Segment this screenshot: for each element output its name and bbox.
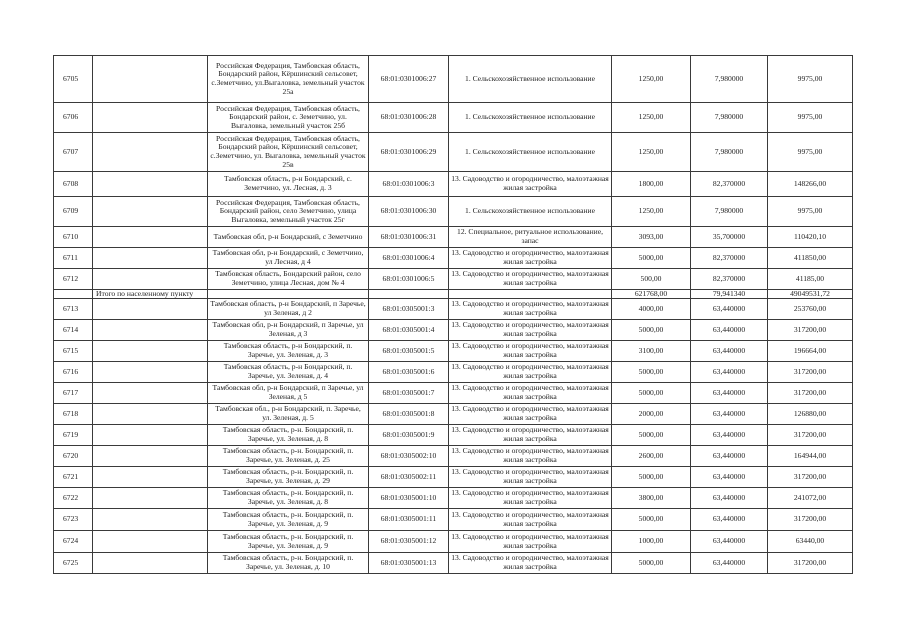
area-cell: 5000,00 [612,362,691,383]
address-cell: Тамбовская область, р-н Бондарский, п. Заречье, ул. Зеленая, д. 3 [208,341,369,362]
address-cell: Тамбовская область, р-н. Бондарский, п. Заречье, ул. Зеленая, д. 8 [208,425,369,446]
row-number: 6724 [54,531,93,553]
land-usage-cell: 13. Садоводство и огородничество, малоэтажная жилая застройка [449,269,612,290]
land-usage-cell: 13. Садоводство и огородничество, малоэтажная жилая застройка [449,172,612,197]
cadastral-number-cell: 68:01:0301006:29 [369,133,449,172]
empty-cell [93,103,208,133]
cadastral-number-cell: 68:01:0301006:30 [369,197,449,227]
total-coefficient-cell: 79,941340 [691,290,768,299]
table-row [54,172,853,197]
address-cell: Тамбовская область, р-н. Бондарский, п. Заречье, ул. Зеленая, д. 9 [208,531,369,553]
address-cell: Тамбовская область, р-н Бондарский, п. Заречье, ул. Зеленая, д. 4 [208,362,369,383]
land-usage-cell: 13. Садоводство и огородничество, малоэтажная жилая застройка [449,488,612,509]
area-cell: 1250,00 [612,56,691,103]
cadastral-number-cell: 68:01:0301006:31 [369,227,449,248]
row-number: 6711 [54,248,93,269]
empty-cell [93,509,208,531]
empty-cell [93,341,208,362]
land-usage-cell: 13. Садоводство и огородничество, малоэтажная жилая застройка [449,362,612,383]
value-cell: 317200,00 [768,320,853,341]
cadastral-number-cell: 68:01:0305001:7 [369,383,449,404]
empty-cell [93,383,208,404]
coefficient-cell: 63,440000 [691,320,768,341]
coefficient-cell: 7,980000 [691,56,768,103]
empty-cell [93,553,208,574]
address-cell: Тамбовская обл., р-н Бондарский, п. Заречье, ул. Зеленая, д. 5 [208,404,369,425]
cadastral-number-cell: 68:01:0301006:3 [369,172,449,197]
coefficient-cell: 63,440000 [691,553,768,574]
value-cell: 317200,00 [768,425,853,446]
row-number: 6722 [54,488,93,509]
empty-cell [93,320,208,341]
total-value-cell: 49049531,72 [768,290,853,299]
area-cell: 3093,00 [612,227,691,248]
coefficient-cell: 63,440000 [691,488,768,509]
row-number: 6705 [54,56,93,103]
table-row [54,341,853,362]
cadastral-number-cell: 68:01:0305001:11 [369,509,449,531]
row-number: 6712 [54,269,93,290]
land-usage-cell: 13. Садоводство и огородничество, малоэтажная жилая застройка [449,467,612,488]
land-usage-cell: 13. Садоводство и огородничество, малоэтажная жилая застройка [449,383,612,404]
row-number: 6725 [54,553,93,574]
address-cell: Тамбовская область, р-н. Бондарский, п. Заречье, ул. Зеленая, д. 29 [208,467,369,488]
coefficient-cell: 35,700000 [691,227,768,248]
row-number: 6710 [54,227,93,248]
cadastral-number-cell: 68:01:0305001:5 [369,341,449,362]
row-number: 6718 [54,404,93,425]
address-cell: Тамбовская область, Бондарский район, село Земетчино, улица Лесная, дом № 4 [208,269,369,290]
area-cell: 5000,00 [612,320,691,341]
table-row [54,197,853,227]
land-usage-cell: 13. Садоводство и огородничество, малоэтажная жилая застройка [449,509,612,531]
empty-cell [93,227,208,248]
value-cell: 110420,10 [768,227,853,248]
value-cell: 63440,00 [768,531,853,553]
cadastral-number-cell: 68:01:0305001:8 [369,404,449,425]
total-label: Итого по населенному пункту [93,290,208,299]
address-cell: Российская Федерация, Тамбовская область, Бондарский район, Кёршинский сельсовет, с.Земетчино, ул. Выгаловка, земельный участок 25в [208,133,369,172]
cadastral-number-cell: 68:01:0305001:4 [369,320,449,341]
empty-cell [93,248,208,269]
cadastral-number-cell: 68:01:0305001:3 [369,299,449,320]
row-number: 6707 [54,133,93,172]
coefficient-cell: 82,370000 [691,269,768,290]
empty-cell [93,467,208,488]
cadastral-number-cell: 68:01:0305001:12 [369,531,449,553]
address-cell: Тамбовская область, р-н. Бондарский, п. Заречье, ул. Зеленая, д. 9 [208,509,369,531]
table-row [54,446,853,467]
cadastral-number-cell: 68:01:0305002:11 [369,467,449,488]
land-usage-cell: 13. Садоводство и огородничество, малоэтажная жилая застройка [449,341,612,362]
area-cell: 5000,00 [612,383,691,404]
cadastral-number-cell: 68:01:0301006:27 [369,56,449,103]
row-number: 6709 [54,197,93,227]
cadastral-number-cell: 68:01:0305001:9 [369,425,449,446]
table-row [54,320,853,341]
coefficient-cell: 7,980000 [691,197,768,227]
address-cell: Тамбовская область, р-н. Бондарский, п. Заречье, ул. Зеленая, д. 8 [208,488,369,509]
cadastral-number-cell: 68:01:0301006:4 [369,248,449,269]
land-register-table [53,55,853,574]
coefficient-cell: 63,440000 [691,425,768,446]
coefficient-cell: 63,440000 [691,362,768,383]
empty-cell [208,290,369,299]
empty-cell [93,362,208,383]
value-cell: 317200,00 [768,467,853,488]
value-cell: 317200,00 [768,362,853,383]
cadastral-number-cell: 68:01:0301006:28 [369,103,449,133]
land-usage-cell: 13. Садоводство и огородничество, малоэтажная жилая застройка [449,320,612,341]
total-row [54,290,853,299]
address-cell: Тамбовская обл, р-н Бондарский, п Заречье, ул Зеленая, д 3 [208,320,369,341]
cadastral-number-cell: 68:01:0305002:10 [369,446,449,467]
empty-cell [93,133,208,172]
value-cell: 411850,00 [768,248,853,269]
table-row [54,362,853,383]
coefficient-cell: 63,440000 [691,383,768,404]
table-row [54,383,853,404]
row-number: 6717 [54,383,93,404]
empty-cell [93,488,208,509]
table-row [54,488,853,509]
row-number: 6708 [54,172,93,197]
land-usage-cell: 13. Садоводство и огородничество, малоэтажная жилая застройка [449,248,612,269]
address-cell: Тамбовская область, р-н Бондарский, п Заречье, ул Зеленая, д 2 [208,299,369,320]
address-cell: Тамбовская обл, р-н Бондарский, с Земетчино [208,227,369,248]
cadastral-number-cell: 68:01:0305001:13 [369,553,449,574]
area-cell: 5000,00 [612,248,691,269]
table-row [54,404,853,425]
area-cell: 2600,00 [612,446,691,467]
empty-cell [93,172,208,197]
value-cell: 253760,00 [768,299,853,320]
area-cell: 1250,00 [612,197,691,227]
empty-cell [93,425,208,446]
coefficient-cell: 63,440000 [691,446,768,467]
address-cell: Российская Федерация, Тамбовская область, Бондарский район, село Земетчино, улица Выгаловка, земельный участок 25г [208,197,369,227]
land-usage-cell: 1. Сельскохозяйственное использование [449,133,612,172]
table-row [54,269,853,290]
coefficient-cell: 63,440000 [691,467,768,488]
value-cell: 241072,00 [768,488,853,509]
row-number: 6713 [54,299,93,320]
row-number: 6714 [54,320,93,341]
land-usage-cell: 1. Сельскохозяйственное использование [449,56,612,103]
value-cell: 126880,00 [768,404,853,425]
land-usage-cell: 12. Специальное, ритуальное использование, запас [449,227,612,248]
row-number: 6721 [54,467,93,488]
land-usage-cell: 1. Сельскохозяйственное использование [449,103,612,133]
cadastral-number-cell: 68:01:0305001:6 [369,362,449,383]
row-number: 6723 [54,509,93,531]
coefficient-cell: 63,440000 [691,299,768,320]
empty-cell [93,269,208,290]
row-number: 6719 [54,425,93,446]
address-cell: Тамбовская область, р-н. Бондарский, п. Заречье, ул. Зеленая, д. 25 [208,446,369,467]
area-cell: 5000,00 [612,425,691,446]
area-cell: 1000,00 [612,531,691,553]
table-row [54,531,853,553]
table-row [54,509,853,531]
empty-cell [54,290,93,299]
coefficient-cell: 7,980000 [691,103,768,133]
land-usage-cell: 13. Садоводство и огородничество, малоэтажная жилая застройка [449,404,612,425]
table-row [54,133,853,172]
area-cell: 1250,00 [612,133,691,172]
total-area-cell: 621768,00 [612,290,691,299]
table-row [54,425,853,446]
land-usage-cell: 13. Садоводство и огородничество, малоэтажная жилая застройка [449,553,612,574]
address-cell: Российская Федерация, Тамбовская область, Бондарский район, с. Земетчино, ул. Выгаловка, земельный участок 25б [208,103,369,133]
value-cell: 317200,00 [768,509,853,531]
coefficient-cell: 82,370000 [691,172,768,197]
value-cell: 9975,00 [768,133,853,172]
land-usage-cell: 1. Сельскохозяйственное использование [449,197,612,227]
coefficient-cell: 7,980000 [691,133,768,172]
area-cell: 3100,00 [612,341,691,362]
value-cell: 41185,00 [768,269,853,290]
value-cell: 9975,00 [768,103,853,133]
address-cell: Российская Федерация, Тамбовская область, Бондарский район, Кёршинский сельсовет, с.Земетчино, ул.Выгаловка, земельный участок 25а [208,56,369,103]
table-body [54,56,853,574]
table-row [54,299,853,320]
area-cell: 5000,00 [612,467,691,488]
address-cell: Тамбовская область, р-н Бондарский, с. Земетчино, ул. Лесная, д. 3 [208,172,369,197]
cadastral-number-cell: 68:01:0305001:10 [369,488,449,509]
row-number: 6716 [54,362,93,383]
area-cell: 5000,00 [612,509,691,531]
coefficient-cell: 63,440000 [691,404,768,425]
table-row [54,248,853,269]
table-row [54,103,853,133]
land-usage-cell: 13. Садоводство и огородничество, малоэтажная жилая застройка [449,531,612,553]
empty-cell [93,404,208,425]
area-cell: 4000,00 [612,299,691,320]
coefficient-cell: 63,440000 [691,509,768,531]
address-cell: Тамбовская обл, р-н Бондарский, с Земетчино, ул Лесная, д 4 [208,248,369,269]
empty-cell [93,446,208,467]
empty-cell [449,290,612,299]
land-usage-cell: 13. Садоводство и огородничество, малоэтажная жилая застройка [449,425,612,446]
land-usage-cell: 13. Садоводство и огородничество, малоэтажная жилая застройка [449,446,612,467]
row-number: 6706 [54,103,93,133]
address-cell: Тамбовская область, р-н. Бондарский, п. Заречье, ул. Зеленая, д. 10 [208,553,369,574]
coefficient-cell: 63,440000 [691,341,768,362]
land-usage-cell: 13. Садоводство и огородничество, малоэтажная жилая застройка [449,299,612,320]
table-row [54,553,853,574]
area-cell: 1250,00 [612,103,691,133]
coefficient-cell: 63,440000 [691,531,768,553]
address-cell: Тамбовская обл, р-н Бондарский, п Заречье, ул Зеленая, д 5 [208,383,369,404]
empty-cell [93,299,208,320]
table-row [54,227,853,248]
value-cell: 196664,00 [768,341,853,362]
table-row [54,467,853,488]
area-cell: 5000,00 [612,553,691,574]
empty-cell [93,197,208,227]
empty-cell [93,56,208,103]
value-cell: 9975,00 [768,56,853,103]
table-row [54,56,853,103]
empty-cell [369,290,449,299]
value-cell: 164944,00 [768,446,853,467]
value-cell: 317200,00 [768,553,853,574]
area-cell: 500,00 [612,269,691,290]
area-cell: 1800,00 [612,172,691,197]
value-cell: 148266,00 [768,172,853,197]
area-cell: 3800,00 [612,488,691,509]
empty-cell [93,531,208,553]
cadastral-number-cell: 68:01:0301006:5 [369,269,449,290]
coefficient-cell: 82,370000 [691,248,768,269]
value-cell: 317200,00 [768,383,853,404]
area-cell: 2000,00 [612,404,691,425]
value-cell: 9975,00 [768,197,853,227]
row-number: 6715 [54,341,93,362]
row-number: 6720 [54,446,93,467]
